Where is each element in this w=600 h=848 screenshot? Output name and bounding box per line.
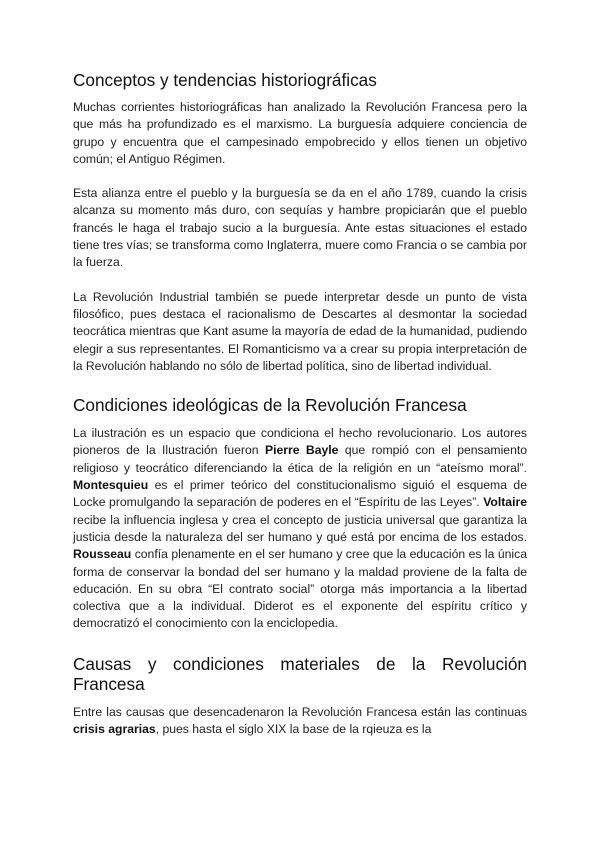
paragraph-spacer [73, 168, 527, 185]
name-pierre-bayle: Pierre Bayle [264, 443, 339, 458]
paragraph-alianza: Esta alianza entre el pueblo y la burguesía se da en el año 1789, cuando la crisis alcanza su momento más duro, con sequías y hambre propiciarán que el pueblo francés le haga el trabajo sucio a la burguesía. Ante estas situaciones el estado tiene tres vías; se transforma como Inglaterra, muere como Francia o se cambia por la fuerza. [73, 186, 527, 270]
section-heading-condiciones-ideologicas: Condiciones ideológicas de la Revolución Francesa [73, 395, 467, 416]
term-crisis-agrarias: crisis agrarias [73, 722, 156, 737]
document-page [73, 70, 527, 738]
paragraph-causas: Entre las causas que desencadenaron la Revolución Francesa están las continuas crisis agrarias, pues hasta el siglo XIX la base de la rqieuza es la [73, 704, 527, 737]
paragraph-marxismo: Muchas corrientes historiográficas han analizado la Revolución Francesa pero la que más ha profundizado es el marxismo. La burguesía adquiere conciencia de grupo y encuentra que el campesinado empobrecido y ellos tienen un objetivo común; el Antiguo Régimen. [73, 100, 527, 166]
name-voltaire: Voltaire [483, 495, 527, 510]
name-rousseau: Rousseau [73, 547, 132, 562]
section-heading-causas-materiales: Causas y condiciones materiales de la Revolución Francesa [73, 653, 527, 694]
paragraph-revolucion-industrial: La Revolución Industrial también se puede interpretar desde un punto de vista filosófico, pues destaca el racionalismo de Descartes al desmontar la sociedad teocrática mientras que Kant asume la mayoría de edad de la humanidad, pudiendo elegir a sus representantes. El Romanticismo va a crear su propia interpretación de la Revolución hablando no sólo de libertad política, sino de libertad individual. [73, 289, 527, 373]
name-montesquieu: Montesquieu [73, 478, 149, 493]
paragraph-ilustracion: La ilustración es un espacio que condiciona el hecho revolucionario. Los autores pioneros de la Ilustración fueron Pierre Bayle que rompió con el pensamiento religioso y teocrático diferenciando la ética de la religión en un “ateísmo moral”. Montesquieu es el primer teórico del constitucionalismo siguió el esquema de Locke promulgando la separación de poderes en el “Espíritu de las Leyes”. Voltaire recibe la influencia inglesa y crea el concepto de justicia universal que garantiza la justicia desde la naturaleza del ser humano y qué está por encima de los estados. Rousseau confía plenamente en el ser humano y cree que la educación es la única forma de conservar la bondad del ser humano y la maldad proviene de la falta de educación. En su obra “El contrato social” otorga más importancia a la libertad colectiva que a la individual. Diderot es el exponente del espíritu crítico y democratizó el conocimiento con la enciclopedia. [73, 426, 528, 631]
section-heading-conceptos: Conceptos y tendencias historiográficas [73, 70, 377, 90]
paragraph-spacer [73, 272, 527, 289]
